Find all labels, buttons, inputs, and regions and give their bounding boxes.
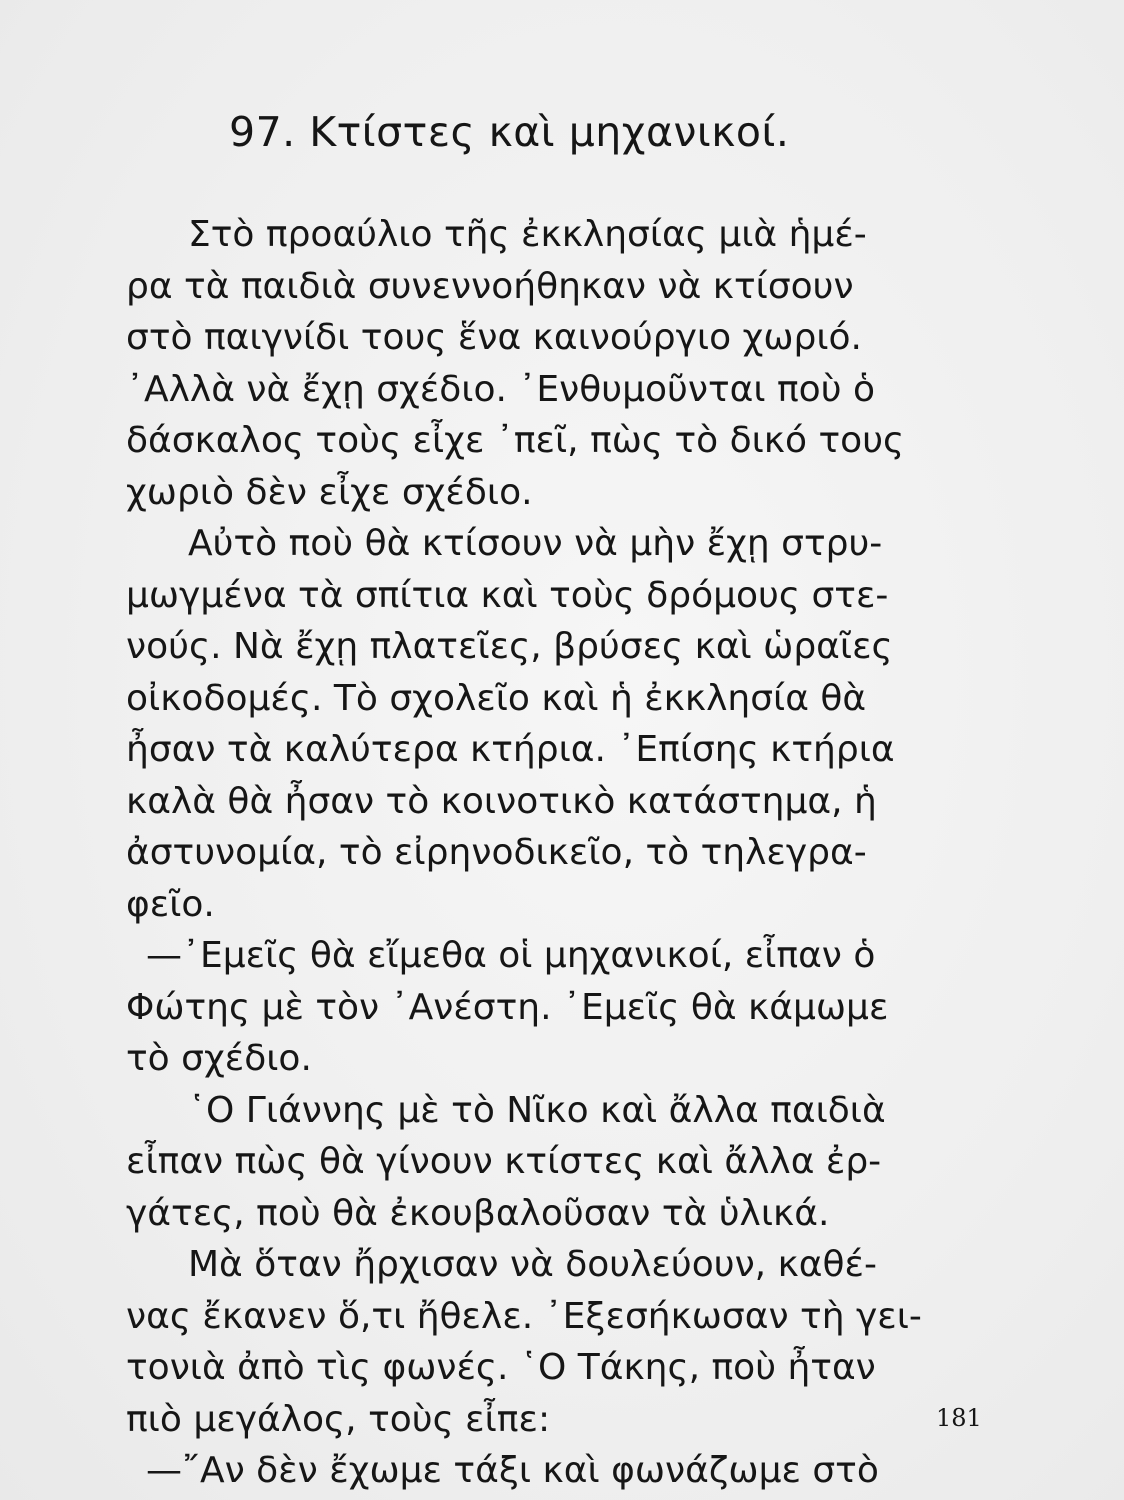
text-line: στὸ παιγνίδι τους ἕνα καινούργιο χωριό. — [126, 317, 862, 358]
text-line: ἀστυνομία, τὸ εἰρηνοδικεῖο, τὸ τηλεγρα- — [126, 832, 867, 873]
text-line: μωγμένα τὰ σπίτια καὶ τοὺς δρόμους στε- — [126, 574, 889, 616]
text-line: ἦσαν τὰ καλύτερα κτήρια. ᾽Επίσης κτήρια — [126, 729, 895, 770]
text-line: Αὐτὸ ποὺ θὰ κτίσουν νὰ μὴν ἔχῃ στρυ- — [188, 523, 883, 564]
text-line: Στὸ προαύλιο τῆς ἐκκλησίας μιὰ ἡμέ- — [188, 214, 867, 255]
page-number: 181 — [936, 1404, 982, 1432]
text-line: εἶπαν πὼς θὰ γίνουν κτίστες καὶ ἄλλα ἐρ- — [126, 1141, 882, 1182]
text-line: χωριὸ δὲν εἶχε σχέδιο. — [126, 471, 533, 513]
chapter-title: 97. Κτίστες καὶ μηχανικοί. — [229, 108, 790, 156]
text-line: δάσκαλος τοὺς εἶχε ᾽πεῖ, πὼς τὸ δικό τους — [126, 420, 905, 461]
text-line: —῎Αν δὲν ἔχωμε τάξι καὶ φωνάζωμε στὸ — [146, 1450, 879, 1491]
text-line: Μὰ ὅταν ἤρχισαν νὰ δουλεύουν, καθέ- — [188, 1244, 877, 1285]
text-line: καλὰ θὰ ἦσαν τὸ κοινοτικὸ κατάστημα, ἡ — [126, 780, 877, 822]
text-line: πιὸ μεγάλος, τοὺς εἶπε: — [126, 1398, 551, 1440]
text-line: ρα τὰ παιδιὰ συνεννοήθηκαν νὰ κτίσουν — [126, 265, 854, 307]
text-line: —᾽Εμεῖς θὰ εἴμεθα οἱ μηχανικοί, εἶπαν ὁ — [146, 935, 876, 976]
text-line: γάτες, ποὺ θὰ ἐκουβαλοῦσαν τὰ ὑλικά. — [126, 1192, 830, 1234]
text-line: νούς. Νὰ ἔχῃ πλατεῖες, βρύσες καὶ ὡραῖες — [126, 626, 893, 667]
body-text — [126, 209, 966, 1497]
text-line: ῾Ο Γιάννης μὲ τὸ Νῖκο καὶ ἄλλα παιδιὰ — [188, 1089, 886, 1131]
text-line: τὸ σχέδιο. — [126, 1038, 312, 1079]
text-line: ᾽Αλλὰ νὰ ἔχῃ σχέδιο. ᾽Ενθυμοῦνται ποὺ ὁ — [126, 368, 876, 410]
text-line: νας ἔκανεν ὅ,τι ἤθελε. ᾽Εξεσήκωσαν τὴ γει- — [126, 1295, 922, 1337]
text-line: Φώτης μὲ τὸν ᾽Ανέστη. ᾽Εμεῖς θὰ κάμωμε — [126, 986, 889, 1028]
text-line: τονιὰ ἀπὸ τὶς φωνές. ῾Ο Τάκης, ποὺ ἦταν — [126, 1347, 876, 1388]
text-line: οἰκοδομές. Τὸ σχολεῖο καὶ ἡ ἐκκλησία θὰ — [126, 677, 867, 719]
text-line: φεῖο. — [126, 883, 215, 925]
